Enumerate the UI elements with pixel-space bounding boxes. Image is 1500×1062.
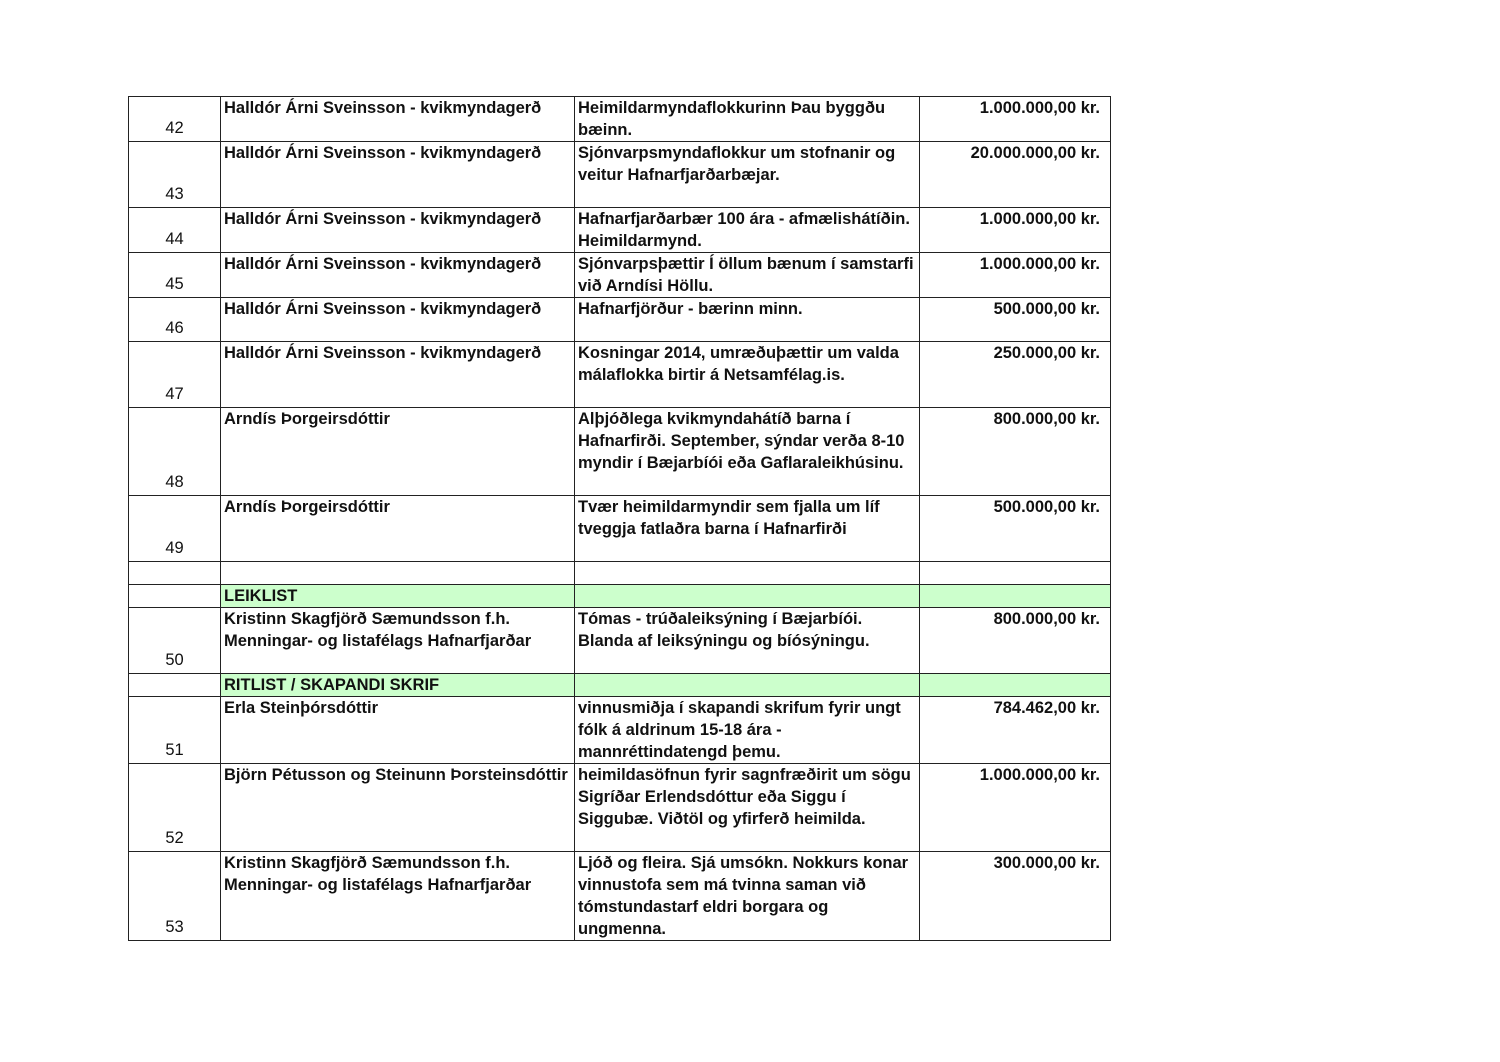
description-cell: Alþjóðlega kvikmyndahátíð barna í Hafnarfirði. September, sýndar verða 8-10 myndir í Bæjarbíói eða Gaflaraleikhúsinu. — [575, 408, 920, 496]
empty-cell — [920, 562, 1111, 585]
table-row — [129, 342, 1111, 408]
description-cell: Kosningar 2014, umræðuþættir um valda málaflokka birtir á Netsamfélag.is. — [575, 342, 920, 408]
row-number: 51 — [129, 697, 221, 764]
amount-cell: 784.462,00 kr. — [920, 697, 1111, 764]
description-cell: Sjónvarpsþættir Í öllum bænum í samstarfi við Arndísi Höllu. — [575, 253, 920, 298]
row-number: 44 — [129, 208, 221, 253]
amount-cell: 300.000,00 kr. — [920, 852, 1111, 941]
blank-row — [129, 562, 1111, 585]
description-cell: vinnusmiðja í skapandi skrifum fyrir ungt fólk á aldrinum 15-18 ára - mannréttindatengd þemu. — [575, 697, 920, 764]
description-cell: Tómas - trúðaleiksýning í Bæjarbíói. Blanda af leiksýningu og bíósýningu. — [575, 608, 920, 674]
empty-cell — [129, 562, 221, 585]
amount-cell: 800.000,00 kr. — [920, 608, 1111, 674]
amount-cell: 500.000,00 kr. — [920, 496, 1111, 562]
grant-table — [128, 96, 1111, 941]
amount-cell: 1.000.000,00 kr. — [920, 764, 1111, 852]
amount-cell: 250.000,00 kr. — [920, 342, 1111, 408]
section-fill — [920, 585, 1111, 608]
table-row — [129, 97, 1111, 142]
row-number: 42 — [129, 97, 221, 142]
table-row — [129, 764, 1111, 852]
empty-cell — [221, 562, 575, 585]
table-row — [129, 208, 1111, 253]
applicant-cell: Kristinn Skagfjörð Sæmundsson f.h. Menningar- og listafélags Hafnarfjarðar — [221, 852, 575, 941]
row-number: 49 — [129, 496, 221, 562]
section-label: RITLIST / SKAPANDI SKRIF — [221, 674, 575, 697]
section-fill — [575, 674, 920, 697]
applicant-cell: Halldór Árni Sveinsson - kvikmyndagerð — [221, 342, 575, 408]
description-cell: heimildasöfnun fyrir sagnfræðirit um sögu Sigríðar Erlendsdóttur eða Siggu í Siggubæ. Viðtöl og yfirferð heimilda. — [575, 764, 920, 852]
empty-cell — [129, 674, 221, 697]
table-row — [129, 408, 1111, 496]
empty-cell — [129, 585, 221, 608]
table-row — [129, 697, 1111, 764]
applicant-cell: Halldór Árni Sveinsson - kvikmyndagerð — [221, 208, 575, 253]
row-number: 45 — [129, 253, 221, 298]
section-fill — [920, 674, 1111, 697]
applicant-cell: Halldór Árni Sveinsson - kvikmyndagerð — [221, 253, 575, 298]
row-number: 52 — [129, 764, 221, 852]
row-number: 46 — [129, 298, 221, 342]
row-number: 43 — [129, 142, 221, 208]
description-cell: Heimildarmyndaflokkurinn Þau byggðu bæinn. — [575, 97, 920, 142]
amount-cell: 1.000.000,00 kr. — [920, 97, 1111, 142]
table-row — [129, 142, 1111, 208]
row-number: 53 — [129, 852, 221, 941]
table-row — [129, 496, 1111, 562]
applicant-cell: Arndís Þorgeirsdóttir — [221, 408, 575, 496]
section-label: LEIKLIST — [221, 585, 575, 608]
description-cell: Ljóð og fleira. Sjá umsókn. Nokkurs konar vinnustofa sem má tvinna saman við tómstundastarf eldri borgara og ungmenna. — [575, 852, 920, 941]
description-cell: Sjónvarpsmyndaflokkur um stofnanir og veitur Hafnarfjarðarbæjar. — [575, 142, 920, 208]
applicant-cell: Kristinn Skagfjörð Sæmundsson f.h. Menningar- og listafélags Hafnarfjarðar — [221, 608, 575, 674]
amount-cell: 1.000.000,00 kr. — [920, 208, 1111, 253]
amount-cell: 800.000,00 kr. — [920, 408, 1111, 496]
amount-cell: 1.000.000,00 kr. — [920, 253, 1111, 298]
section-fill — [575, 585, 920, 608]
applicant-cell: Halldór Árni Sveinsson - kvikmyndagerð — [221, 97, 575, 142]
description-cell: Hafnarfjarðarbær 100 ára - afmælishátíðin. Heimildarmynd. — [575, 208, 920, 253]
table-row — [129, 253, 1111, 298]
applicant-cell: Erla Steinþórsdóttir — [221, 697, 575, 764]
applicant-cell: Halldór Árni Sveinsson - kvikmyndagerð — [221, 142, 575, 208]
amount-cell: 20.000.000,00 kr. — [920, 142, 1111, 208]
table-row — [129, 298, 1111, 342]
row-number: 50 — [129, 608, 221, 674]
empty-cell — [575, 562, 920, 585]
section-header-row — [129, 674, 1111, 697]
description-cell: Tvær heimildarmyndir sem fjalla um líf tveggja fatlaðra barna í Hafnarfirði — [575, 496, 920, 562]
description-cell: Hafnarfjörður - bærinn minn. — [575, 298, 920, 342]
row-number: 47 — [129, 342, 221, 408]
table-row — [129, 608, 1111, 674]
section-header-row — [129, 585, 1111, 608]
applicant-cell: Halldór Árni Sveinsson - kvikmyndagerð — [221, 298, 575, 342]
amount-cell: 500.000,00 kr. — [920, 298, 1111, 342]
table-row — [129, 852, 1111, 941]
applicant-cell: Björn Pétusson og Steinunn Þorsteinsdóttir — [221, 764, 575, 852]
applicant-cell: Arndís Þorgeirsdóttir — [221, 496, 575, 562]
row-number: 48 — [129, 408, 221, 496]
